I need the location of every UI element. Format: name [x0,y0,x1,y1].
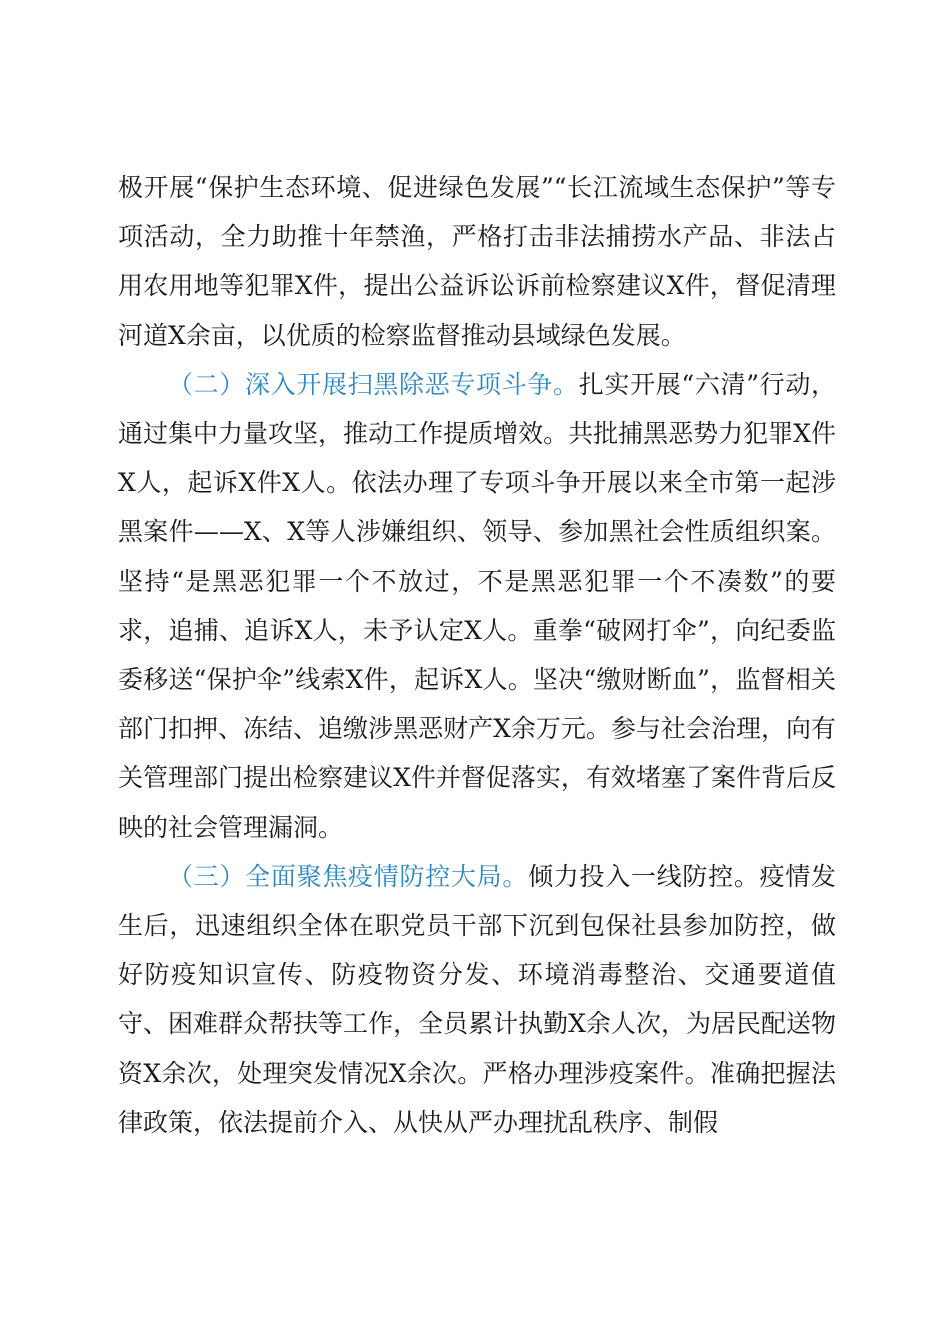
document-body [118,163,836,1147]
paragraph-continuation [118,163,836,360]
paragraph-body: 极开展“保护生态环境、促进绿色发展”“长江流域生态保护”等专项活动，全力助推十年禁渔，严格打击非法捕捞水产品、非法占用农用地等犯罪X件，提出公益诉讼诉前检察建议X件，督促清理河道X余亩，以优质的检察监督推动县域绿色发展。 [118,173,836,350]
paragraph-section-2 [118,360,836,852]
section-heading: （三）全面聚焦疫情防控大局。 [168,861,529,891]
section-heading: （二）深入开展扫黑除恶专项斗争。 [168,369,579,399]
paragraph-body: 倾力投入一线防控。疫情发生后，迅速组织全体在职党员干部下沉到包保社县参加防控，做好防疫知识宣传、防疫物资分发、环境消毒整治、交通要道值守、困难群众帮扶等工作，全员累计执勤X余人次，为居民配送物资X余次，处理突发情况X余次。严格办理涉疫案件。准确把握法律政策，依法提前介入、从快从严办理扰乱秩序、制假 [118,861,836,1137]
paragraph-body: 扎实开展“六清”行动，通过集中力量攻坚，推动工作提质增效。共批捕黑恶势力犯罪X件X人，起诉X件X人。依法办理了专项斗争开展以来全市第一起涉黑案件——X、X等人涉嫌组织、领导、参加黑社会性质组织案。坚持“是黑恶犯罪一个不放过，不是黑恶犯罪一个不凑数”的要求，追捕、追诉X人，未予认定X人。重拳“破网打伞”，向纪委监委移送“保护伞”线索X件，起诉X人。坚决“缴财断血”，监督相关部门扣押、冻结、追缴涉黑恶财产X余万元。参与社会治理，向有关管理部门提出检察建议X件并督促落实，有效堵塞了案件背后反映的社会管理漏洞。 [118,369,836,842]
paragraph-section-3 [118,852,836,1147]
